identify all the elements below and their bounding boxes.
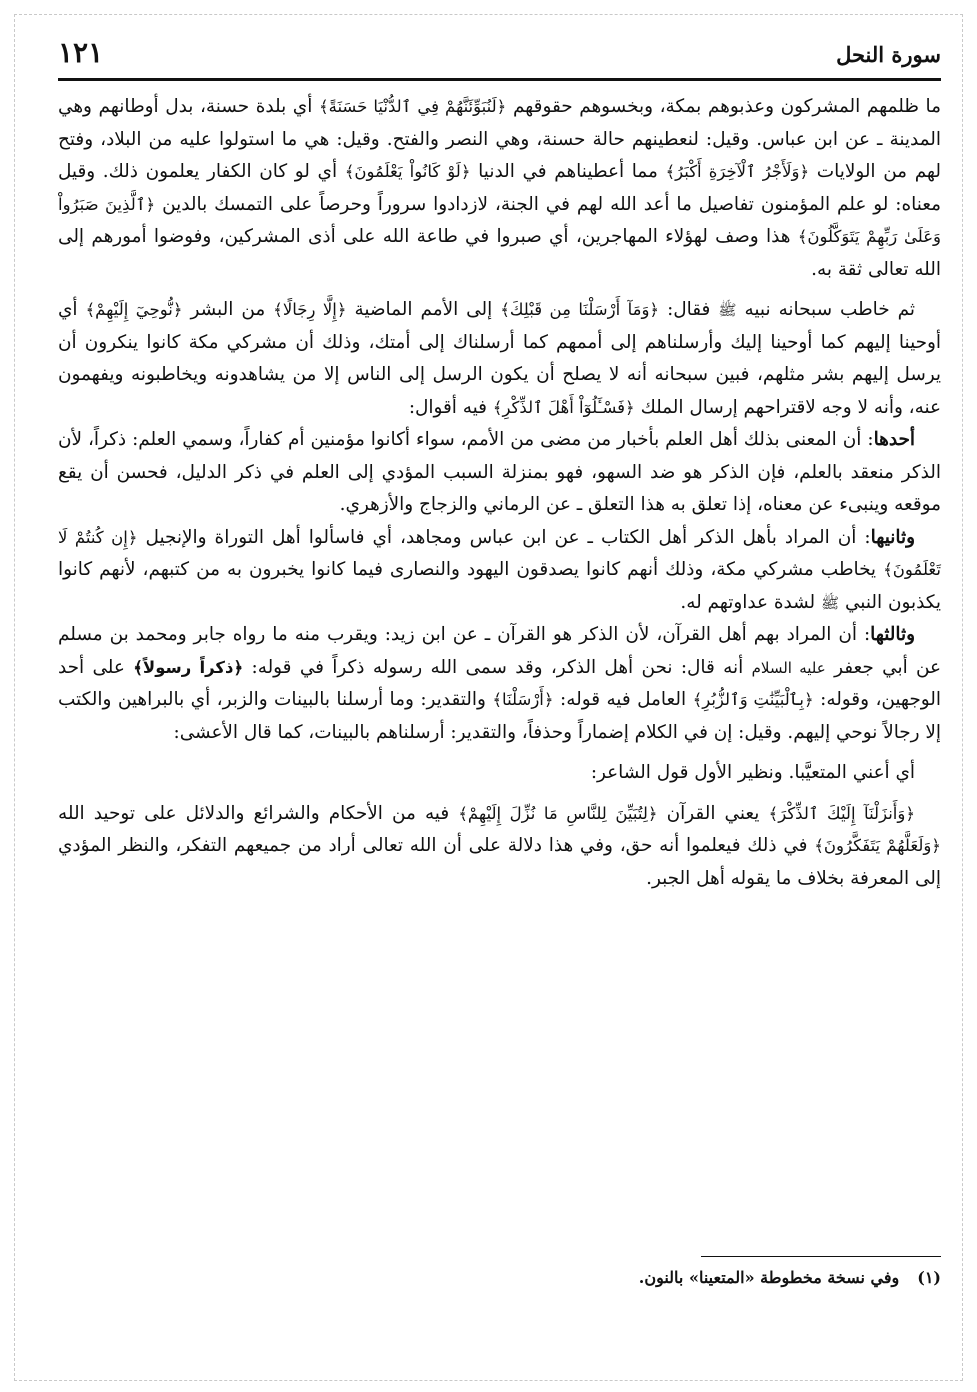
text: هذا وصف لهؤلاء المهاجرين، أي صبروا في طاعة الله على أذى المشركين، وفوضوا أمورهم إلى الله تعالى ثقة به. xyxy=(58,226,941,280)
text: العامل فيه قوله: xyxy=(553,689,693,710)
page-number: ١٢١ xyxy=(58,36,104,69)
text: لشدة عداوتهم له. xyxy=(680,591,821,613)
honorific-glyph: عليه السلام xyxy=(751,658,826,677)
paragraph xyxy=(58,619,941,749)
footnote-text: وفي نسخة مخطوطة «المتعينا» بالنون. xyxy=(638,1268,900,1287)
text: أي أوحينا إليهم كما أوحينا إليك وأرسلناهم إلى أممهم كما أرسلناك إلى أمتك، وذلك أن مشركي مكة كانوا ينكرون أن يرسل إليهم بشر مثلهم، فبين سبحانه أنه لا يصلح أن يكون الرسل إلى الناس إلا من يشاهدونه ويخاطبونه ويفهمون عنه، وأنه لا وجه لاقتراحهم إرسال الملك xyxy=(58,299,941,418)
honorific-glyph: ﷺ xyxy=(718,301,737,319)
footnote xyxy=(639,1268,941,1287)
footnote-number: (١) xyxy=(917,1268,941,1287)
text: يخاطب مشركي مكة، وذلك أنهم كانوا يصدقون اليهود والنصارى فيما كانوا يخبرون به من كتبهم، لأنهم كانوا يكذبون النبي xyxy=(58,559,941,613)
text: فقال: xyxy=(659,299,719,320)
quran-quote: ﴿وَلَعَلَّهُمْ يَتَفَكَّرُونَ﴾ xyxy=(814,836,941,855)
text: والتقدير: وما أرسلنا بالبينات والزبر، أي بالبراهين والكتب إلا رجالاً نوحي إليهم. وقيل: إن في الكلام إضماراً وحذفاً، والتقدير: أرسلناهم بالبينات، كما قال الأعشى: xyxy=(58,689,941,743)
text: : أن المراد بأهل الذكر أهل الكتاب ـ عن ابن عباس ومجاهد، أي فاسألوا أهل التوراة والإنجيل xyxy=(137,526,871,548)
quran-quote: ﴿وَلَأَجْرُ ٱلْآخِرَةِ أَكْبَرُ﴾ xyxy=(665,162,810,181)
point-label: وثانيها xyxy=(870,526,915,548)
paragraph xyxy=(58,522,941,620)
paragraph xyxy=(58,424,941,522)
quran-quote: ﴿نُّوحِيٓ إِلَيْهِمْ﴾ xyxy=(85,300,183,319)
point-label: أحدها xyxy=(873,429,915,450)
paragraph xyxy=(58,91,941,286)
text: يعني القرآن xyxy=(657,802,769,824)
text: أنه قال: نحن أهل الذكر، وقد سمى الله رسوله ذكراً في قوله: xyxy=(243,656,752,678)
quran-quote: ﴿وَأَنزَلْنَآ إِلَيْكَ ٱلذِّكْرَ﴾ xyxy=(768,803,916,823)
quran-quote: ﴿ذكراً رسولاً﴾ xyxy=(133,657,244,677)
surah-title: سورة النحل xyxy=(836,42,941,67)
quran-quote: ﴿فَسْـَٔلُوٓاْ أَهْلَ ٱلذِّكْرِ﴾ xyxy=(492,397,635,417)
quran-quote: ﴿إِن كُنتُمْ لَا تَعْلَمُونَ﴾ xyxy=(58,527,941,579)
quran-quote: ﴿بِٱلْبَيِّنَٰتِ وَٱلزُّبُرِ﴾ xyxy=(692,690,814,709)
quran-quote: ﴿أَرْسَلْنَا﴾ xyxy=(492,690,554,709)
text: أي بلدة حسنة، بدل أوطانهم وهي المدينة ـ عن ابن عباس. وقيل: لنعطينهم حالة حسنة، وهي النصر والفتح. وقيل: هي ما استولوا عليه من البلاد، وفتح لهم من الولايات xyxy=(58,96,942,182)
footnote-divider xyxy=(701,1256,941,1257)
text: فيه من الأحكام والشرائع والدلائل على توحيد الله xyxy=(58,802,459,824)
text: أي لو كان الكفار يعلمون ذلك. وقيل معناه: لو علم المؤمنون تفاصيل ما أعد الله لهم في الجنة، لازدادوا سروراً وحرصاً على التمسك بالدين xyxy=(58,161,941,215)
text: : أن المراد بهم أهل القرآن، لأن الذكر هو القرآن ـ عن ابن زيد: ويقرب منه ما رواه جابر ومحمد بن مسلم عن أبي جعفر xyxy=(58,624,942,678)
quran-quote: ﴿وَمَآ أَرْسَلْنَا مِن قَبْلِكَ﴾ xyxy=(500,300,660,319)
text: فيه أقوال: xyxy=(408,396,493,418)
text: في ذلك فيعلموا أنه حق، وفي هذا دلالة على أن الله تعالى أراد من جميعهم التفكر، والنظر المؤدي إلى المعرفة بخلاف ما يقوله أهل الجبر. xyxy=(58,835,941,889)
paragraph xyxy=(58,757,941,790)
text: ثم خاطب سبحانه نبيه xyxy=(736,299,916,320)
quran-quote: ﴿لِتُبَيِّنَ لِلنَّاسِ مَا نُزِّلَ إِلَيْهِمْ﴾ xyxy=(458,803,658,823)
page-body xyxy=(58,91,941,895)
text: على أحد الوجهين، وقوله: xyxy=(58,656,941,710)
page-header xyxy=(58,38,941,81)
paragraph xyxy=(58,294,941,424)
quran-quote: ﴿لَوْ كَانُواْ يَعْلَمُونَ﴾ xyxy=(344,162,471,181)
book-page xyxy=(58,38,941,1338)
honorific-glyph: ﷺ xyxy=(820,593,840,612)
quran-quote: ﴿إِلَّا رِجَالًا﴾ xyxy=(273,300,347,319)
text: مما أعطيناهم في الدنيا xyxy=(470,161,666,182)
text: إلى الأمم الماضية xyxy=(346,299,501,320)
quran-quote: ﴿ٱلَّذِينَ صَبَرُواْ وَعَلَىٰ رَبِّهِمْ يَتَوَكَّلُونَ﴾ xyxy=(58,194,942,246)
text: : أن المعنى بذلك أهل العلم بأخبار من مضى من الأمم، سواء أكانوا مؤمنين أم كفاراً، وسمي العلم: ذكراً، لأن الذكر منعقد بالعلم، فإن الذكر هو ضد السهو، فهو بمنزلة السبب المؤدي إلى العلم في ذكر الدليل، فحسن أن يقع موقعه وينبىء عن معناه، إذا تعلق به هذا التعلق ـ عن الرماني والزجاج والأزهري. xyxy=(58,429,941,515)
point-label: وثالثها xyxy=(870,624,915,645)
text: من البشر xyxy=(182,299,274,320)
text: ما ظلمهم المشركون وعذبوهم بمكة، وبخسوهم حقوقهم xyxy=(506,96,941,117)
text: أي أعني المتعيَّبا. ونظير الأول قول الشاعر: xyxy=(590,762,915,783)
quran-quote: ﴿لَنُبَوِّئَنَّهُمْ فِي ٱلدُّنْيَا حَسَنَةً﴾ xyxy=(318,97,507,116)
paragraph xyxy=(58,798,941,896)
